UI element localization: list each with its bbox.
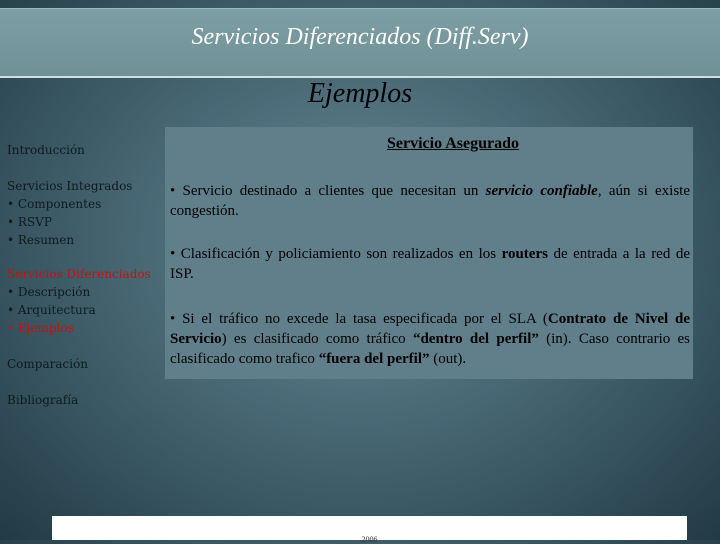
p1-text-a: • Servicio destinado a clientes que necesitan un: [170, 183, 486, 199]
nav-introduccion[interactable]: Introducción: [7, 143, 85, 157]
p1-text-b: servicio confiable: [485, 183, 598, 199]
footer-text: 2006: [361, 535, 378, 544]
nav-servicios-diferenciados-label: Servicios Diferenciados: [7, 267, 151, 281]
p3-text-e: (in). Caso contrario es clasificado como trafico: [170, 331, 691, 367]
nav-sd-descripcion[interactable]: • Descripción: [7, 285, 91, 299]
nav-si-componentes[interactable]: • Componentes: [7, 197, 102, 211]
nav-sd-ejemplos[interactable]: • Ejemplos: [7, 321, 74, 335]
nav-si-rsvp[interactable]: • RSVP: [7, 215, 52, 229]
nav-comparacion[interactable]: Comparación: [7, 357, 89, 371]
nav-si-resumen[interactable]: • Resumen: [7, 233, 75, 247]
nav-sd-arquitectura[interactable]: • Arquitectura: [7, 303, 96, 317]
paragraph-servicio-confiable: [170, 181, 690, 221]
content-heading-text: Servicio Asegurado: [387, 135, 519, 152]
slide-subtitle: [0, 78, 720, 110]
subtitle-text: Ejemplos: [307, 78, 413, 109]
slide-title: Servicios Diferenciados (Diff.Serv): [191, 24, 529, 50]
p3-text-f: “fuera del perfil”: [318, 351, 430, 367]
paragraph-clasificacion: [170, 244, 690, 284]
content-panel: [165, 127, 693, 379]
nav-servicios-integrados[interactable]: [7, 177, 132, 249]
p1-text-c: , aún si existe congestión.: [170, 183, 690, 219]
p2-text-a: • Clasificación y policiamiento son realizados en los: [170, 246, 502, 262]
p3-text-c: ) es clasificado como tráfico: [221, 331, 413, 347]
content-heading: [165, 135, 693, 153]
p3-text-a: • Si el tráfico no excede la tasa especificada por el SLA (: [170, 311, 548, 327]
paragraph-sla: [170, 309, 690, 369]
p2-text-c: de entrada a la red de ISP.: [170, 246, 690, 282]
footer-bar: [52, 516, 687, 544]
nav-servicios-integrados-label: Servicios Integrados: [7, 179, 133, 193]
p2-text-b: routers: [501, 246, 548, 262]
p3-text-b: Contrato de Nivel de Servicio: [170, 311, 690, 347]
nav-servicios-diferenciados[interactable]: [7, 265, 151, 337]
p3-text-g: (out).: [429, 351, 467, 367]
p3-text-d: “dentro del perfil”: [412, 331, 539, 347]
nav-bibliografia[interactable]: Bibliografía: [7, 393, 79, 407]
